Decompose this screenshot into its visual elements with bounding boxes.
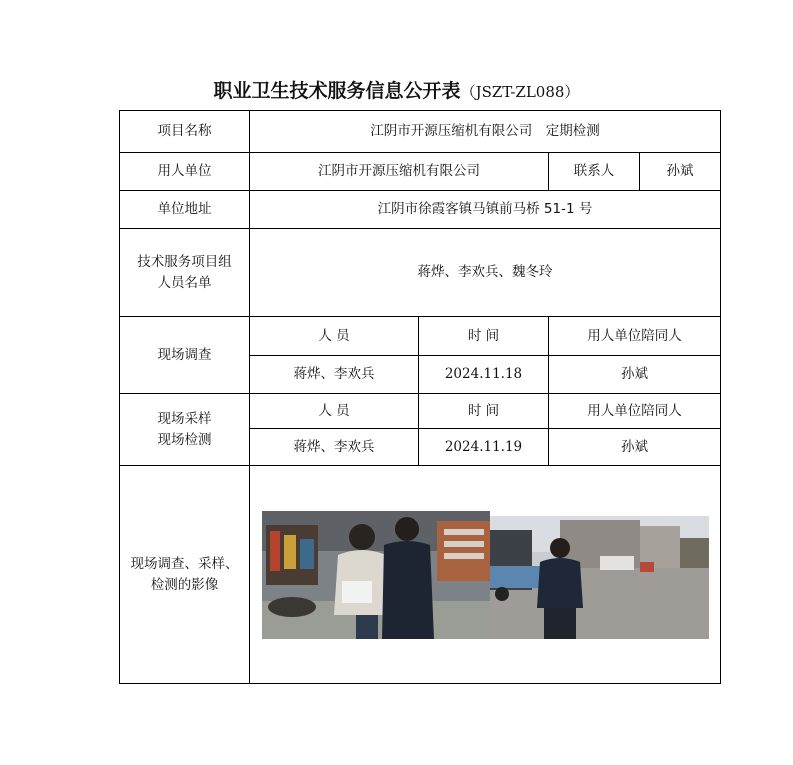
value-project: 江阴市开源压缩机有限公司 定期检测 <box>250 111 721 153</box>
survey-header-people: 人 员 <box>250 317 419 356</box>
sampling-date: 2024.11.19 <box>419 429 549 466</box>
images-cell <box>250 466 721 684</box>
page-title <box>0 76 793 103</box>
value-employer: 江阴市开源压缩机有限公司 <box>250 153 549 191</box>
label-images-line2: 检测的影像 <box>150 576 219 593</box>
row-sampling-header <box>120 394 721 429</box>
label-employer: 用人单位 <box>120 153 250 191</box>
title-main: 职业卫生技术服务信息公开表 <box>213 80 461 102</box>
survey-people: 蒋烨、李欢兵 <box>250 356 419 394</box>
label-sampling-line1: 现场采样 <box>157 411 212 428</box>
label-contact: 联系人 <box>549 153 640 191</box>
title-code: （JSZT-ZL088） <box>460 83 580 101</box>
survey-header-date: 时 间 <box>419 317 549 356</box>
row-employer <box>120 153 721 191</box>
sampling-header-companion: 用人单位陪同人 <box>549 394 721 429</box>
label-team-line1: 技术服务项目组 <box>137 254 232 271</box>
label-team <box>120 229 250 317</box>
label-images-line1: 现场调查、采样、 <box>130 556 239 573</box>
row-address <box>120 191 721 229</box>
sampling-people: 蒋烨、李欢兵 <box>250 429 419 466</box>
row-project <box>120 111 721 153</box>
photo-workshop-survey <box>262 511 490 639</box>
sampling-header-date: 时 间 <box>419 394 549 429</box>
label-address: 单位地址 <box>120 191 250 229</box>
survey-date: 2024.11.18 <box>419 356 549 394</box>
survey-companion: 孙斌 <box>549 356 721 394</box>
row-survey-header <box>120 317 721 356</box>
label-team-line2: 人员名单 <box>157 274 212 291</box>
label-sampling-line2: 现场检测 <box>157 431 212 448</box>
street-photo-graphic <box>490 516 709 639</box>
photo-street-sampling <box>490 516 709 639</box>
label-sampling <box>120 394 250 466</box>
sampling-companion: 孙斌 <box>549 429 721 466</box>
workshop-photo-graphic <box>262 511 490 639</box>
info-table <box>119 110 721 684</box>
survey-header-companion: 用人单位陪同人 <box>549 317 721 356</box>
value-team: 蒋烨、李欢兵、魏冬玲 <box>250 229 721 317</box>
label-project: 项目名称 <box>120 111 250 153</box>
label-survey: 现场调查 <box>120 317 250 394</box>
sampling-header-people: 人 员 <box>250 394 419 429</box>
row-images <box>120 466 721 684</box>
value-address: 江阴市徐霞客镇马镇前马桥 51-1 号 <box>250 191 721 229</box>
row-team <box>120 229 721 317</box>
value-contact: 孙斌 <box>640 153 721 191</box>
label-images <box>120 466 250 684</box>
photo-strip <box>250 511 720 639</box>
